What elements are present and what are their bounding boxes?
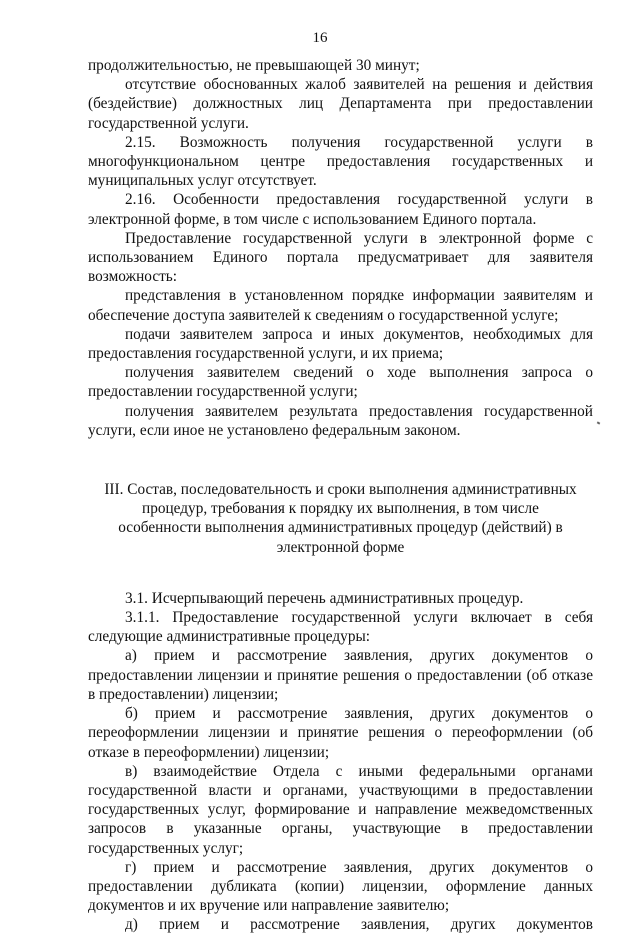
- list-item-b: б) прием и рассмотрение заявления, других документов о переоформлении лицензии и принятие решения о переоформлении (об отказе в переоформлении) лицензии;: [88, 705, 593, 761]
- paragraph-portal-info: представления в установленном порядке информации заявителям и обеспечение доступа заявителей к сведениям о государственной услуге;: [88, 287, 593, 324]
- scan-speck: [597, 421, 601, 424]
- list-item-a: а) прием и рассмотрение заявления, других документов о предоставлении лицензии и принятие решения о предоставлении (об отказе в предоставлении) лицензии;: [88, 647, 593, 703]
- paragraph-portal-result: получения заявителем результата предоставления государственной услуги, если иное не установлено федеральным законом.: [88, 402, 593, 439]
- paragraph-portal-submit: подачи заявителем запроса и иных документов, необходимых для предоставления государственной услуги, и их приема;: [88, 325, 593, 363]
- paragraph-portal-status: получения заявителем сведений о ходе выполнения запроса о предоставлении государственной услуги;: [88, 364, 593, 401]
- paragraph-portal-intro: Предоставление государственной услуги в электронной форме с использованием Единого портала предусматривает для заявителя возможность:: [88, 229, 593, 286]
- paragraph-2-16: 2.16. Особенности предоставления государственной услуги в электронной форме, в том числе с использованием Единого портала.: [88, 191, 593, 228]
- list-item-g: г) прием и рассмотрение заявления, других документов о предоставлении дубликата (копии) лицензии, оформление данных документов и их вручение или направление заявителю;: [88, 858, 593, 915]
- page-number: 16: [312, 30, 328, 46]
- paragraph-2-15: 2.15. Возможность получения государственной услуги в многофункциональном центре предоставления государственных и муниципальных услуг отсутствует.: [88, 133, 593, 190]
- list-item-d: д) прием и рассмотрение заявления, других документов: [125, 916, 593, 934]
- paragraph-3-1: 3.1. Исчерпывающий перечень административных процедур.: [125, 589, 524, 607]
- section-title-iii: III. Состав, последовательность и сроки выполнения административных процедур, требования к порядку их выполнения, в том числе особенности выполнения административных процедур (действий) в электронной форме: [104, 481, 577, 556]
- list-item-v: в) взаимодействие Отдела с иными федеральными органами государственной власти и органами, участвующими в предоставлении государственных услуг, формирование и направление межведомственных запросов в указанные органы, участвующие в предоставлении государственных услуг;: [88, 762, 593, 857]
- paragraph-duration: продолжительностью, не превышающей 30 минут;: [88, 57, 420, 74]
- document-body: [88, 56, 593, 935]
- paragraph-3-1-1: 3.1.1. Предоставление государственной услуги включает в себя следующие административные процедуры:: [88, 609, 593, 646]
- paragraph-no-complaints: отсутствие обоснованных жалоб заявителей на решения и действия (бездействие) должностных лиц Департамента при предоставлении государственной услуги.: [88, 76, 593, 132]
